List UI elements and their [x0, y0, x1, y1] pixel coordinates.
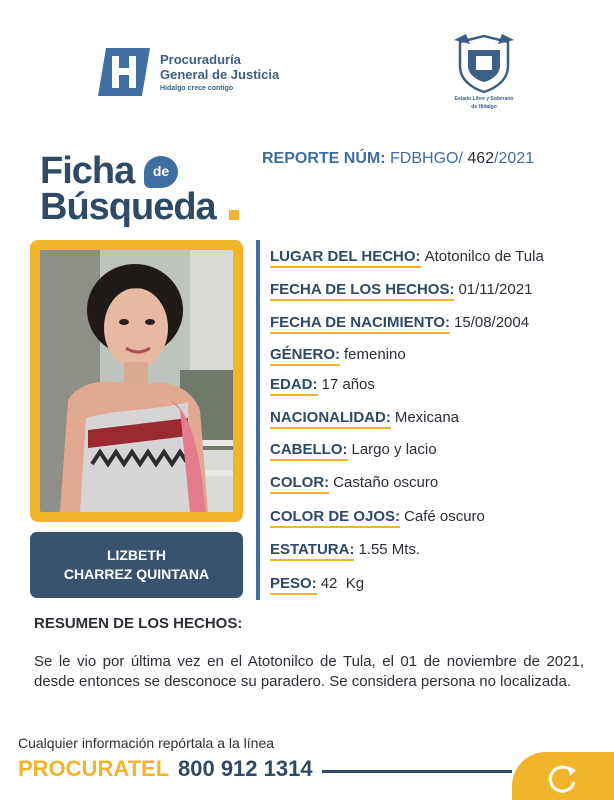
logo-line2: General de Justicia [160, 67, 280, 82]
name-last: CHARREZ QUINTANA [63, 566, 210, 582]
field-value: Mexicana [394, 409, 460, 426]
pgj-h-logo-icon [98, 48, 150, 96]
field-fecha-hechos [270, 281, 532, 298]
field-value: Atotonilco de Tula [424, 248, 544, 265]
footer-phone[interactable]: 800 912 1314 [178, 756, 313, 781]
field-label: COLOR: [270, 474, 329, 494]
report-number [262, 150, 534, 168]
field-value: Largo y lacio [351, 441, 437, 458]
shield-caption-line2: de Hidalgo [471, 104, 497, 110]
field-genero [270, 346, 406, 363]
field-value: 17 años [321, 376, 375, 393]
field-label: GÉNERO: [270, 346, 340, 366]
field-label: ESTATURA: [270, 541, 354, 561]
field-label: COLOR DE OJOS: [270, 508, 400, 528]
title-busqueda: Búsqueda [40, 186, 216, 228]
field-nacionalidad [270, 409, 459, 426]
field-lugar [270, 248, 544, 265]
footer-rule [322, 770, 512, 773]
pgj-logo [98, 48, 318, 100]
footer-procuratel: PROCURATEL [18, 756, 170, 781]
field-color [270, 474, 438, 491]
divider-line [256, 240, 260, 600]
footer-corner [512, 752, 614, 800]
field-value: Castaño oscuro [333, 474, 439, 491]
field-value: 15/08/2004 [454, 314, 530, 331]
report-prefix: FDBHGO/ [385, 150, 468, 167]
field-value: femenino [344, 346, 406, 363]
name-first: LIZBETH [106, 547, 167, 563]
report-label: REPORTE NÚM: [262, 150, 386, 167]
field-edad [270, 376, 375, 393]
shield-caption-line1: Estado Libre y Soberano [454, 96, 514, 102]
photo-frame [30, 240, 243, 522]
field-label: FECHA DE NACIMIENTO: [270, 314, 450, 334]
report-year: /2021 [494, 150, 535, 167]
summary-title: RESUMEN DE LOS HECHOS: [34, 615, 243, 632]
person-name [30, 532, 243, 598]
field-fecha-nacimiento [270, 314, 529, 331]
field-value: 01/11/2021 [458, 281, 533, 298]
field-label: CABELLO: [270, 441, 348, 461]
title-dot [229, 210, 239, 220]
field-estatura [270, 541, 420, 558]
logo-line1: Procuraduría [160, 52, 241, 67]
field-label: LUGAR DEL HECHO: [270, 248, 421, 268]
field-value: 42 Kg [320, 575, 365, 592]
field-value: Café oscuro [404, 508, 485, 525]
person-photo [40, 250, 233, 512]
title-ficha: Ficha [40, 150, 135, 192]
refresh-arrow-icon [542, 758, 582, 798]
logo-tagline: Hidalgo crece contigo [160, 85, 234, 92]
logo-text [160, 52, 279, 92]
summary-text: Se le vio por última vez en el Atotonilco de Tula, el 01 de noviembre de 2021, desde entonces se desconoce su paradero. Se considera persona no localizada. [34, 653, 584, 690]
field-label: PESO: [270, 575, 317, 595]
field-label: NACIONALIDAD: [270, 409, 391, 429]
title-de-bubble: de [144, 156, 178, 188]
state-shield [446, 32, 522, 116]
footer-info-line: Cualquier información repórtala a la línea [18, 735, 275, 751]
hidalgo-coat-of-arms-icon [452, 32, 516, 94]
field-peso [270, 575, 364, 592]
field-cabello [270, 441, 437, 458]
field-value: 1.55 Mts. [358, 541, 421, 558]
report-num: 462 [467, 150, 495, 167]
field-color-ojos [270, 508, 485, 525]
field-label: FECHA DE LOS HECHOS: [270, 281, 454, 301]
field-label: EDAD: [270, 376, 318, 396]
